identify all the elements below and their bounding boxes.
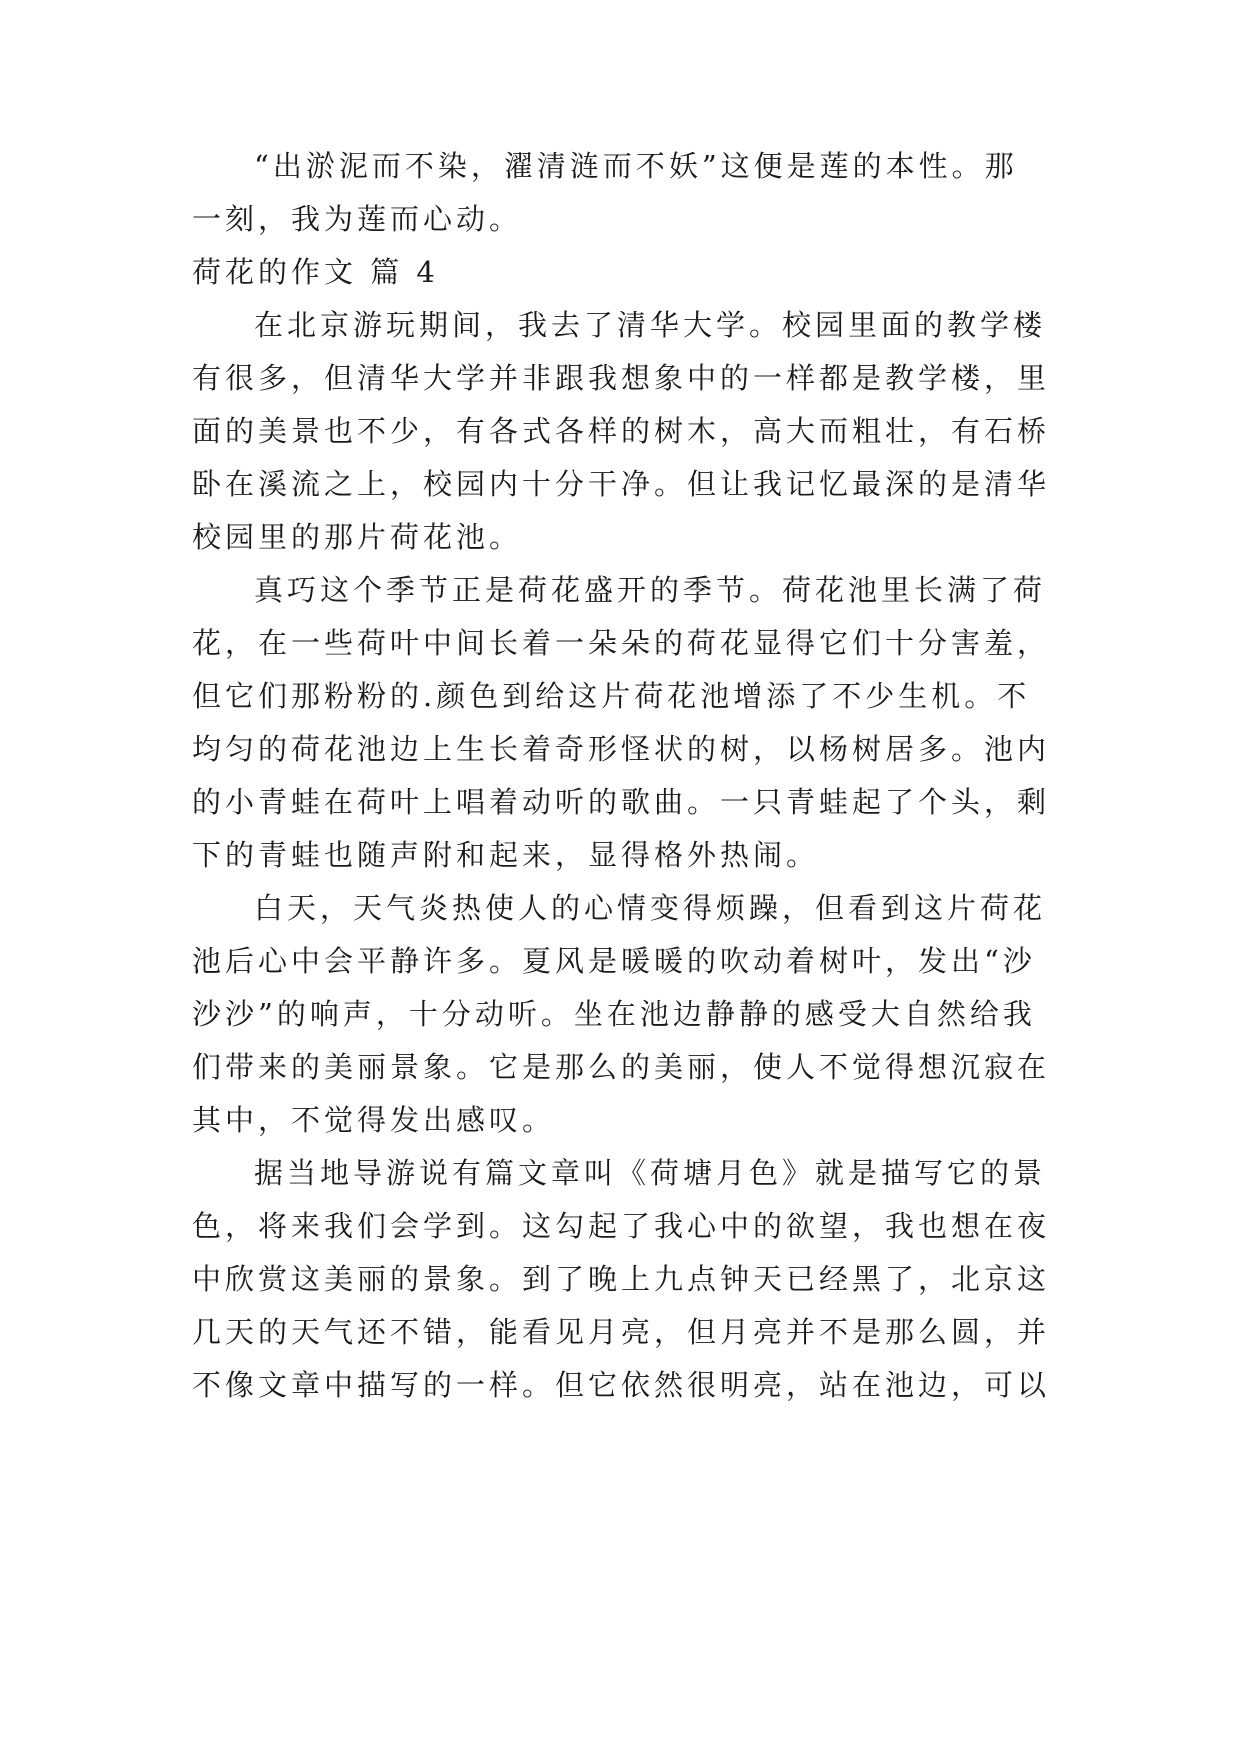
paragraph-line: 池后心中会平静许多。夏风是暖暖的吹动着树叶，发出“沙 bbox=[192, 944, 1036, 978]
paragraph-line: 们带来的美丽景象。它是那么的美丽，使人不觉得想沉寂在 bbox=[192, 1050, 1051, 1084]
paragraph-line: 真巧这个季节正是荷花盛开的季节。荷花池里长满了荷 bbox=[254, 573, 1047, 607]
paragraph-line: 白天，天气炎热使人的心情变得烦躁，但看到这片荷花 bbox=[254, 891, 1047, 925]
paragraph-line: 面的美景也不少，有各式各样的树木，高大而粗壮，有石桥 bbox=[192, 414, 1051, 448]
paragraph-line: 在北京游玩期间，我去了清华大学。校园里面的教学楼 bbox=[254, 308, 1047, 342]
paragraph-line: 其中，不觉得发出感叹。 bbox=[192, 1103, 556, 1137]
paragraph-line: 不像文章中描写的一样。但它依然很明亮，站在池边，可以 bbox=[192, 1368, 1051, 1402]
paragraph-line: “出淤泥而不染，濯清涟而不妖”这便是莲的本性。那 bbox=[254, 149, 1018, 183]
paragraph-line: 的小青蛙在荷叶上唱着动听的歌曲。一只青蛙起了个头，剩 bbox=[192, 785, 1051, 819]
paragraph-line: 几天的天气还不错，能看见月亮，但月亮并不是那么圆，并 bbox=[192, 1315, 1051, 1349]
paragraph-line: 卧在溪流之上，校园内十分干净。但让我记忆最深的是清华 bbox=[192, 467, 1051, 501]
paragraph-line: 一刻，我为莲而心动。 bbox=[192, 202, 523, 236]
paragraph-line: 但它们那粉粉的.颜色到给这片荷花池增添了不少生机。不 bbox=[192, 679, 1031, 713]
paragraph-line: 下的青蛙也随声附和起来，显得格外热闹。 bbox=[192, 838, 820, 872]
paragraph-line: 中欣赏这美丽的景象。到了晚上九点钟天已经黑了，北京这 bbox=[192, 1262, 1051, 1296]
paragraph-line: 花，在一些荷叶中间长着一朵朵的荷花显得它们十分害羞， bbox=[192, 626, 1051, 660]
paragraph-line: 校园里的那片荷花池。 bbox=[192, 520, 523, 554]
paragraph-line: 据当地导游说有篇文章叫《荷塘月色》就是描写它的景 bbox=[254, 1156, 1047, 1190]
section-heading: 荷花的作文 篇 4 bbox=[192, 255, 439, 289]
paragraph-line: 沙沙”的响声，十分动听。坐在池边静静的感受大自然给我 bbox=[192, 997, 1036, 1031]
paragraph-line: 均匀的荷花池边上生长着奇形怪状的树，以杨树居多。池内 bbox=[192, 732, 1051, 766]
paragraph-line: 有很多，但清华大学并非跟我想象中的一样都是教学楼，里 bbox=[192, 361, 1051, 395]
paragraph-line: 色，将来我们会学到。这勾起了我心中的欲望，我也想在夜 bbox=[192, 1209, 1051, 1243]
